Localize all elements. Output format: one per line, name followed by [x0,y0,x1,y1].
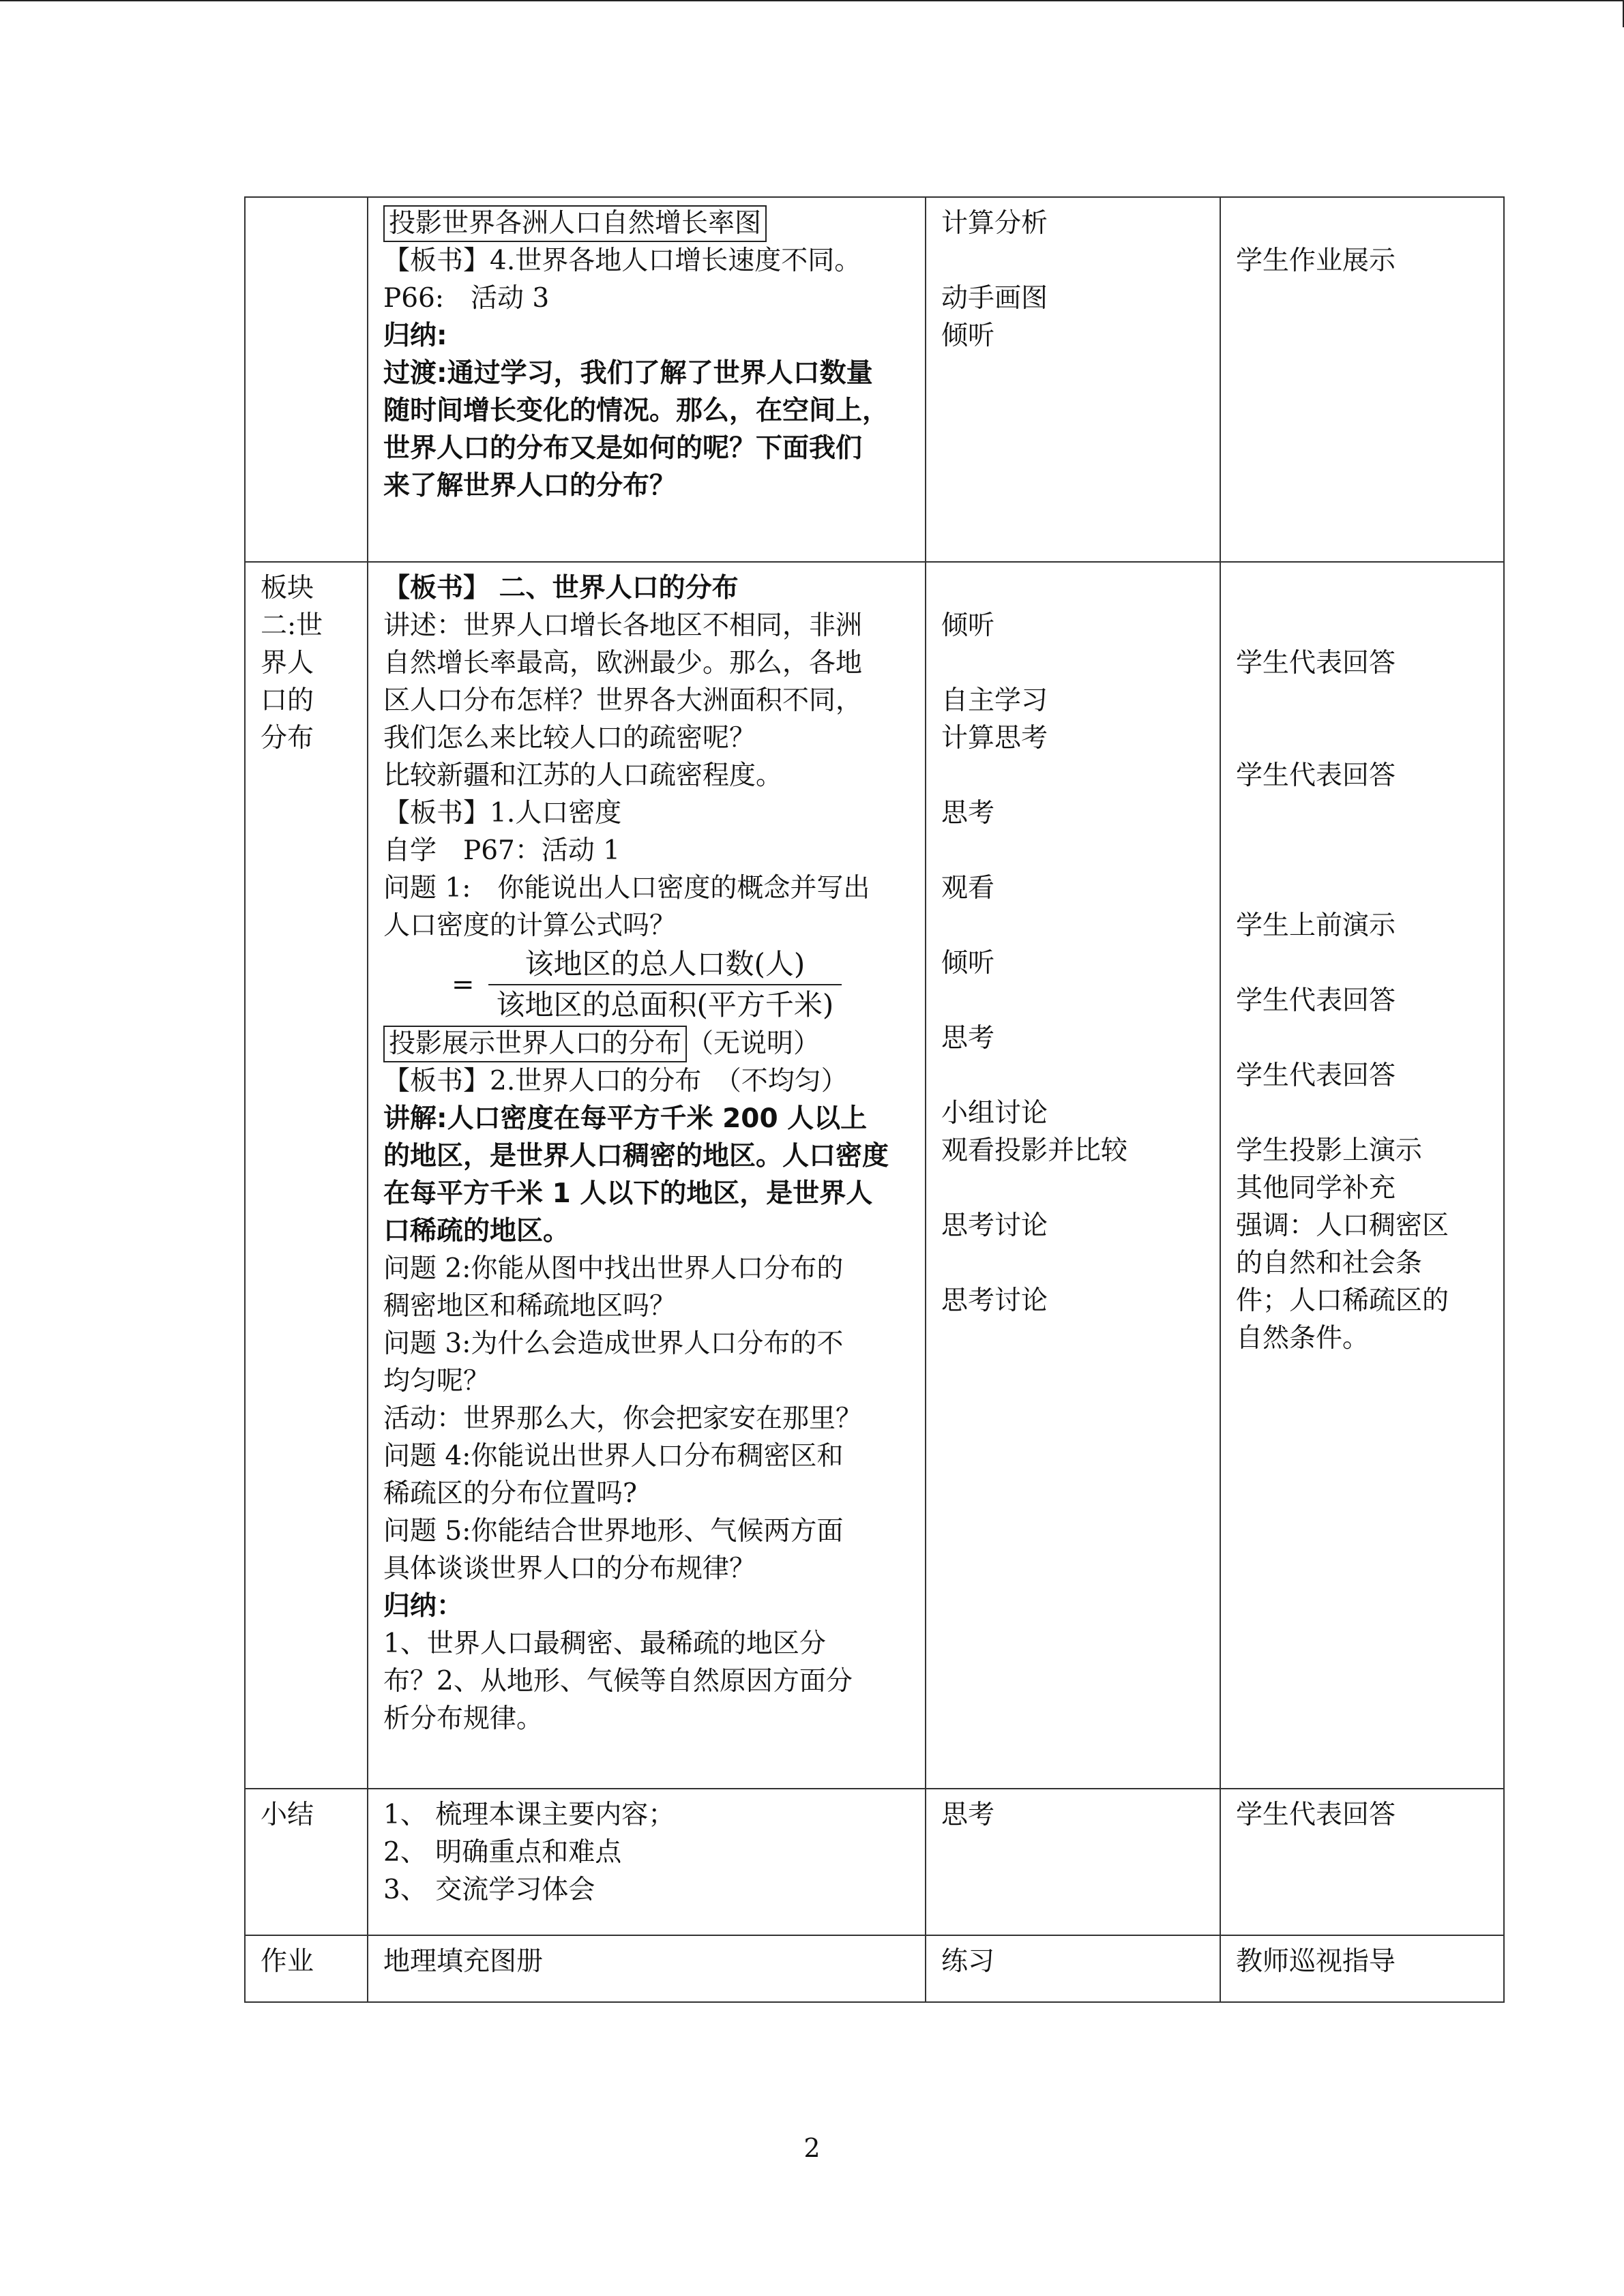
text-line: 问题 3:为什么会造成世界人口分布的不 [383,1328,844,1359]
text-line: 计算分析 [941,208,1048,239]
text-line: 人口密度的计算公式吗？ [383,910,677,941]
text-line: 自学 P67：活动 1 [383,835,621,866]
student-activity-cell [926,562,1220,1789]
text-line: 思考 [941,1800,995,1830]
table-row [245,197,1504,562]
table-row [245,1935,1504,2002]
text-line: 比较新疆和江苏的人口疏密程度。 [383,760,783,791]
text-line: 3、 交流学习体会 [383,1875,595,1905]
text-line: 分布 [261,723,314,754]
text-line: 观看 [941,873,995,904]
text-line: 学生代表回答 [1236,648,1396,679]
text-line: 作业 [261,1946,314,1977]
density-formula [383,944,913,1025]
text-line: 界人 [261,648,314,679]
text-line: 自然条件。 [1236,1323,1370,1354]
text-line: 【板书】 二、世界人口的分布 [383,573,739,603]
text-line: 观看投影并比较 [941,1135,1128,1166]
text-line: 学生上前演示 [1236,910,1396,941]
text-line: 学生投影上演示 [1236,1135,1423,1166]
text-line: 问题 1: 你能说出人口密度的概念并写出 [383,873,870,904]
design-intent-cell [1220,562,1504,1789]
teacher-activity-cell [368,1935,926,2002]
text-line: 思考讨论 [941,1285,1048,1316]
teacher-activity-cell [368,197,926,562]
text-line: 析分布规律。 [383,1703,544,1734]
design-intent-cell [1220,1789,1504,1935]
projection-box: 投影展示世界人口的分布 [383,1026,687,1062]
text-line: 学生代表回答 [1236,985,1396,1016]
teacher-activity-cell [368,562,926,1789]
text-line: 问题 4:你能说出世界人口分布稠密区和 [383,1441,844,1472]
text-line: 思考讨论 [941,1210,1048,1241]
text-line: 动手画图 [941,283,1048,314]
page-number: 2 [803,2133,821,2163]
text-line: 问题 2:你能从图中找出世界人口分布的 [383,1253,844,1284]
text-line: 小结 [261,1800,314,1830]
table-row [245,562,1504,1789]
text-line: 小组讨论 [941,1098,1048,1129]
formula-denominator: 该地区的总面积(平方千米) [496,988,834,1022]
text-line: 具体谈谈世界人口的分布规律？ [383,1553,756,1584]
text-line: 【板书】4.世界各地人口增长速度不同。 [383,245,861,276]
text-line: 地理填充图册 [383,1946,544,1977]
text-line: 口稀疏的地区。 [383,1216,570,1247]
text-line: 思考 [941,798,995,829]
text-line: 归纳: [383,320,447,351]
text-line: 问题 5:你能结合世界地形、气候两方面 [383,1516,844,1547]
text-line: 倾听 [941,948,995,979]
text-line: 归纳： [383,1591,464,1622]
text-line: 稀疏区的分布位置吗? [383,1478,637,1509]
text-line: 板块 [261,573,314,603]
student-activity-cell [926,1935,1220,2002]
text-line: 随时间增长变化的情况。那么，在空间上， [383,396,889,426]
text-line: 学生代表回答 [1236,1800,1396,1830]
formula-numerator: 该地区的总人口数(人) [488,944,842,985]
text-line: 来了解世界人口的分布？ [383,471,677,501]
text-line: 二:世 [261,610,323,641]
text-line: 1、 梳理本课主要内容； [383,1800,675,1830]
text-line: 我们怎么来比较人口的疏密呢？ [383,723,756,754]
section-cell [245,562,368,1789]
text-line: 布？2、从地形、气候等自然原因方面分 [383,1666,853,1697]
student-activity-cell [926,197,1220,562]
section-cell [245,1789,368,1935]
text-line: 自然增长率最高，欧洲最少。那么，各地 [383,648,863,679]
text-line: 的地区，是世界人口稠密的地区。人口密度 [383,1141,889,1172]
text-line: 强调：人口稠密区 [1236,1210,1449,1241]
text-line: 均匀呢？ [383,1366,490,1397]
section-cell [245,1935,368,2002]
lesson-plan-table [244,196,1505,2003]
text-line: 世界人口的分布又是如何的呢？下面我们 [383,433,863,464]
text-line: 学生代表回答 [1236,760,1396,791]
text-line: 稠密地区和稀疏地区吗？ [383,1291,677,1322]
table-row [245,1789,1504,1935]
text-line: 学生代表回答 [1236,1060,1396,1091]
projection-box: 投影世界各洲人口自然增长率图 [383,205,767,242]
section-cell [245,197,368,562]
text-line: 件；人口稀疏区的 [1236,1285,1449,1316]
text-line: 1、世界人口最稠密、最稀疏的地区分 [383,1628,826,1659]
text-line: 讲解:人口密度在每平方千米 200 人以上 [383,1103,868,1134]
text-line: P66: 活动 3 [383,283,550,314]
text-line: 的自然和社会条 [1236,1248,1423,1279]
teacher-activity-cell [368,1789,926,1935]
text-line: 倾听 [941,610,995,641]
text-line: 【板书】1.人口密度 [383,798,622,829]
text-line: 在每平方千米 1 人以下的地区，是世界人 [383,1178,873,1209]
text-line: 【板书】2.世界人口的分布 （不均匀） [383,1066,848,1097]
page-top-border [0,0,1624,1]
text-line: 其他同学补充 [1236,1173,1396,1204]
text-line: 讲述：世界人口增长各地区不相同，非洲 [383,610,863,641]
text-line: 练习 [941,1946,995,1977]
student-activity-cell [926,1789,1220,1935]
text-line: 倾听 [941,320,995,351]
text-line: 活动：世界那么大，你会把家安在那里？ [383,1403,863,1434]
text-line: 计算思考 [941,723,1048,754]
projection-note: （无说明） [687,1028,821,1059]
text-line: 思考 [941,1023,995,1054]
text-line: 口的 [261,685,314,716]
text-line: 自主学习 [941,685,1048,716]
formula-fraction [488,944,842,1025]
text-line: 教师巡视指导 [1236,1946,1396,1977]
text-line: 区人口分布怎样？世界各大洲面积不同， [383,685,863,716]
text-line: 2、 明确重点和难点 [383,1837,622,1868]
design-intent-cell [1220,197,1504,562]
design-intent-cell [1220,1935,1504,2002]
text-line: 过渡:通过学习，我们了解了世界人口数量 [383,358,873,389]
formula-equals: = [452,968,475,1000]
text-line: 学生作业展示 [1236,245,1396,276]
